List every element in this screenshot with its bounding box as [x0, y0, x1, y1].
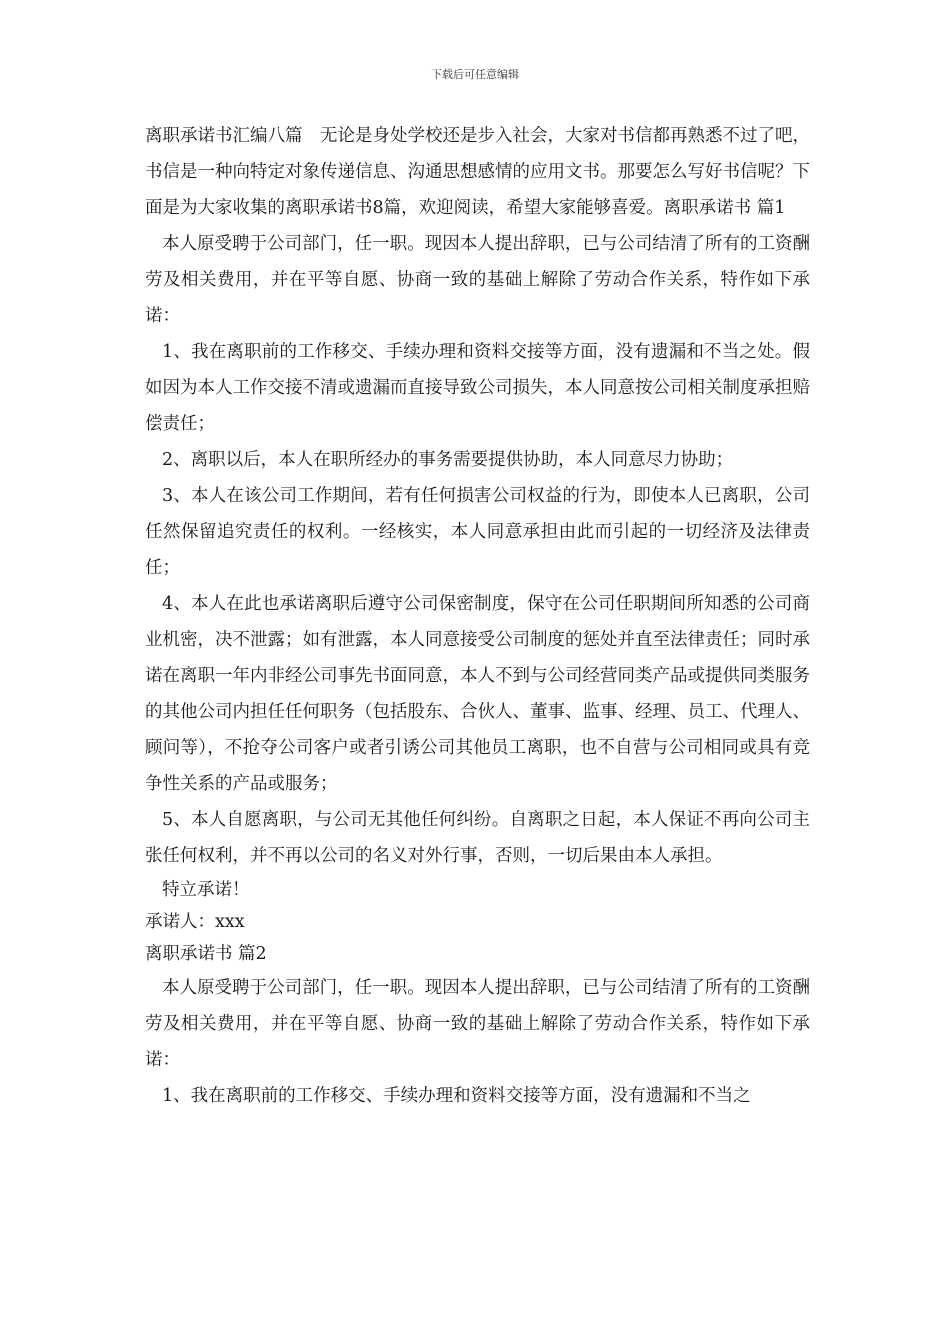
- paragraph: 1、我在离职前的工作移交、手续办理和资料交接等方面，没有遗漏和不当之处。假如因为本人工作交接不清或遗漏而直接导致公司损失，本人同意按公司相关制度承担赔偿责任；: [145, 342, 810, 434]
- paragraph: 4、本人在此也承诺离职后遵守公司保密制度，保守在公司任职期间所知悉的公司商业机密，决不泄露；如有泄露，本人同意接受公司制度的惩处并直至法律责任；同时承诺在离职一年内非经公司事先书面同意，本人不到与公司经营同类产品或提供同类服务的其他公司内担任任何职务（包括股东、合伙人、董事、监事、经理、员工、代理人、顾问等），不抢夺公司客户或者引诱公司其他员工离职，也不自营与公司相同或具有竞争性关系的产品或服务；: [145, 594, 810, 794]
- paragraph: 2、离职以后，本人在职所经办的事务需要提供协助，本人同意尽力协助；: [162, 450, 734, 470]
- page-header: 下载后可任意编辑: [431, 68, 519, 81]
- paragraph: 本人原受聘于公司部门，任一职。现因本人提出辞职，已与公司结清了所有的工资酬劳及相关费用，并在平等自愿、协商一致的基础上解除了劳动合作关系，特作如下承诺：: [145, 234, 810, 326]
- paragraph: 5、本人自愿离职，与公司无其他任何纠纷。自离职之日起，本人保证不再向公司主张任何权利，并不再以公司的名义对外行事，否则，一切后果由本人承担。: [145, 810, 810, 866]
- paragraph: 3、本人在该公司工作期间，若有任何损害公司权益的行为，即使本人已离职，公司任然保留追究责任的权利。一经核实，本人同意承担由此而引起的一切经济及法律责任；: [145, 486, 810, 578]
- section-heading: 离职承诺书 篇2: [145, 944, 267, 964]
- paragraph: 本人原受聘于公司部门，任一职。现因本人提出辞职，已与公司结清了所有的工资酬劳及相关费用，并在平等自愿、协商一致的基础上解除了劳动合作关系，特作如下承诺：: [145, 978, 810, 1070]
- paragraph: 1、我在离职前的工作移交、手续办理和资料交接等方面，没有遗漏和不当之: [162, 1086, 751, 1106]
- paragraph: 特立承诺！: [162, 880, 250, 900]
- intro-paragraph: 离职承诺书汇编八篇 无论是身处学校还是步入社会，大家对书信都再熟悉不过了吧，书信是一种向特定对象传递信息、沟通思想感情的应用文书。那要怎么写好书信呢？下面是为大家收集的离职承诺书8篇，欢迎阅读，希望大家能够喜爱。离职承诺书 篇1: [145, 126, 810, 218]
- signature-line: 承诺人：xxx: [145, 912, 245, 932]
- document-body: [145, 118, 810, 1114]
